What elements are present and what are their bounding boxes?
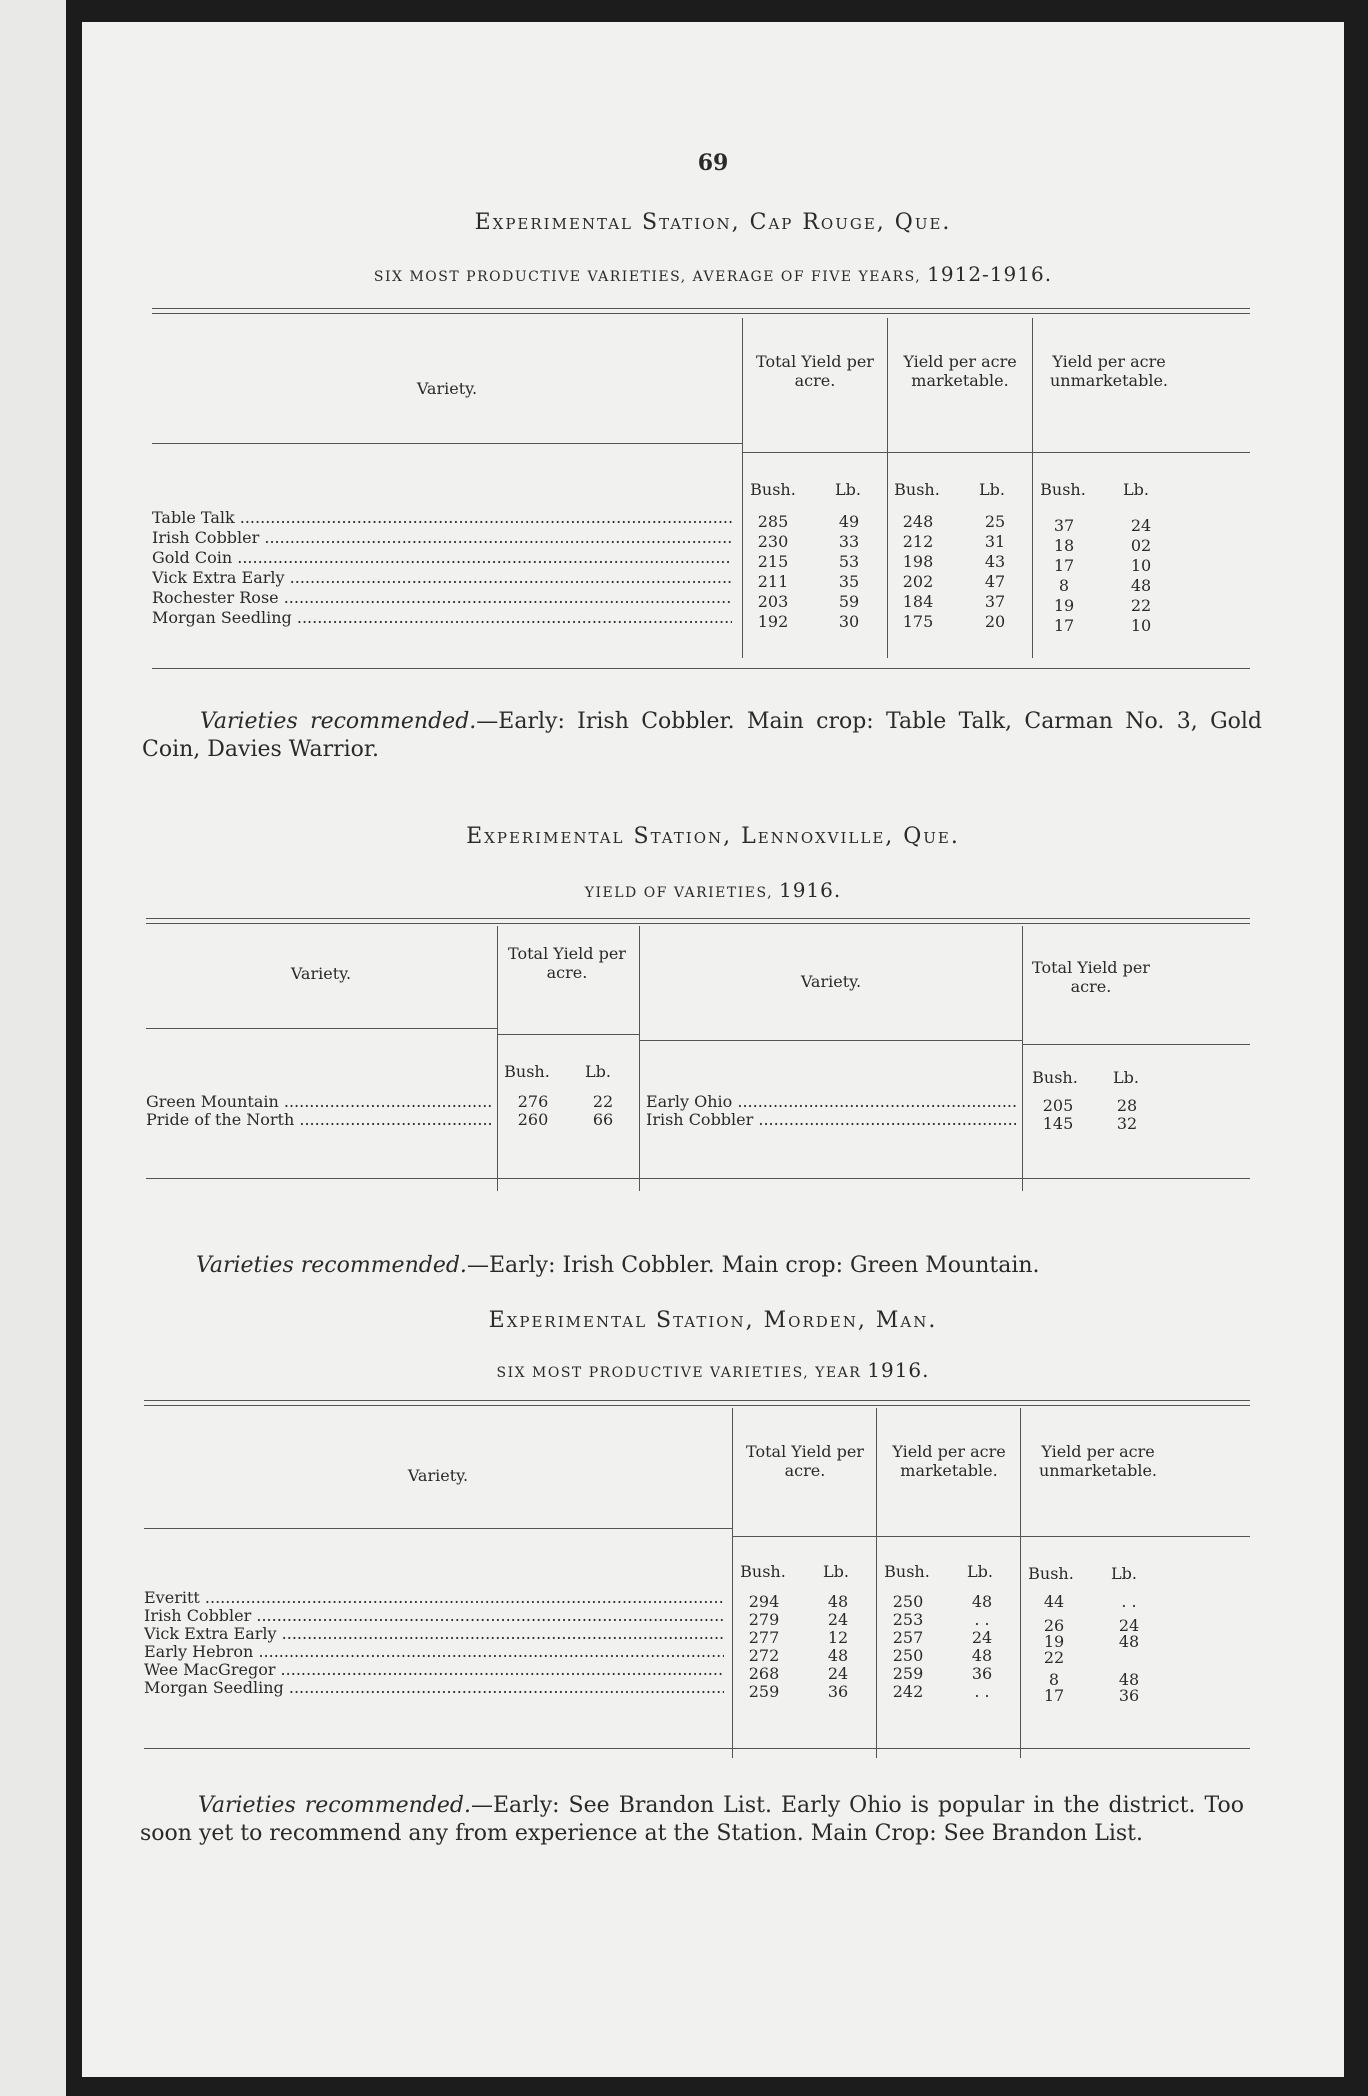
cell: 17 [1053, 616, 1075, 635]
recommendation-lennoxville [142, 1252, 1262, 1280]
unit-lb: Lb. [979, 480, 1005, 499]
variety-name: Irish Cobbler ..... [152, 528, 732, 548]
cell: 17 [1043, 1686, 1065, 1705]
cell: 48 [1118, 1632, 1140, 1651]
cell: 279 [748, 1610, 780, 1629]
document-page [82, 22, 1344, 2077]
unit-bush: Bush. [1028, 1564, 1074, 1583]
cell: . . [1121, 1592, 1137, 1611]
section-heading-cap-rouge: Experimental Station, Cap Rouge, Que. [474, 210, 952, 235]
table-row [152, 508, 1250, 535]
variety-name: Vick Extra Early ..... [144, 1624, 724, 1644]
cell: . . [974, 1610, 990, 1629]
table-row [144, 1642, 1250, 1667]
header-total-yield: Total Yield per acre. [746, 1442, 864, 1480]
variety-name: Irish Cobbler ..... [144, 1606, 724, 1626]
cell: 8 [1048, 1670, 1060, 1689]
table-top-rule [144, 1400, 1250, 1406]
header-total-yield: Total Yield per acre. [1032, 958, 1150, 996]
cell: 24 [827, 1610, 849, 1629]
cell: 277 [748, 1628, 780, 1647]
cell: 253 [892, 1610, 924, 1629]
unit-bush: Bush. [884, 1562, 930, 1581]
cell: 205 [1042, 1096, 1074, 1115]
cell: 43 [984, 552, 1006, 571]
column-divider [876, 1408, 877, 1758]
unit-lb: Lb. [823, 1562, 849, 1581]
table-row [144, 1624, 1250, 1651]
unit-lb: Lb. [1113, 1068, 1139, 1087]
unit-lb: Lb. [835, 480, 861, 499]
header-rule [152, 443, 742, 444]
cell: 19 [1043, 1632, 1065, 1651]
header-rule [639, 1040, 1022, 1041]
table-top-rule [146, 918, 1250, 924]
cell: 59 [838, 592, 860, 611]
cell: . . [974, 1682, 990, 1701]
cell: 18 [1053, 536, 1075, 555]
cell: 22 [592, 1092, 614, 1111]
cell: 53 [838, 552, 860, 571]
cell: 48 [827, 1592, 849, 1611]
cell: 285 [757, 512, 789, 531]
table-row [144, 1588, 1250, 1611]
table-row [146, 1110, 1250, 1133]
cell: 211 [757, 572, 789, 591]
table-top-rule [152, 308, 1250, 314]
cell: 37 [984, 592, 1006, 611]
header-total-yield: Total Yield per acre. [508, 944, 626, 982]
cell: 198 [902, 552, 934, 571]
variety-name: Table Talk ..... [152, 508, 732, 528]
variety-name: Morgan Seedling ..... [152, 608, 732, 628]
unit-bush: Bush. [504, 1062, 550, 1081]
column-divider [1022, 926, 1023, 1191]
header-total-yield: Total Yield per acre. [756, 352, 874, 390]
cell: 22 [1043, 1648, 1065, 1667]
cell: 28 [1116, 1096, 1138, 1115]
header-marketable: Yield per acre marketable. [892, 1442, 1006, 1480]
header-rule [743, 452, 1250, 453]
recommend-text: —Early: Irish Cobbler. Main crop: Green Mountain. [466, 1253, 1040, 1278]
cell: 10 [1130, 616, 1152, 635]
cell: 184 [902, 592, 934, 611]
cell: 272 [748, 1646, 780, 1665]
recommend-label: Varieties recommended. [200, 709, 477, 734]
adjacent-page-edge [0, 0, 66, 2096]
cell: 10 [1130, 556, 1152, 575]
cell: 250 [892, 1592, 924, 1611]
cell: 259 [748, 1682, 780, 1701]
variety-name: Rochester Rose ..... [152, 588, 732, 608]
subtitle-year: 1916. [778, 878, 842, 902]
cell: 24 [827, 1664, 849, 1683]
cell: 192 [757, 612, 789, 631]
column-divider [497, 926, 498, 1191]
cell: 36 [1118, 1686, 1140, 1705]
column-divider [732, 1408, 733, 1758]
column-divider [639, 926, 640, 1191]
header-rule [1022, 1044, 1250, 1045]
table-row [152, 528, 1250, 555]
cell: 257 [892, 1628, 924, 1647]
unit-bush: Bush. [740, 1562, 786, 1581]
variety-name: Early Ohio ..... [646, 1092, 1016, 1112]
cell: 215 [757, 552, 789, 571]
cell: 48 [827, 1646, 849, 1665]
header-variety: Variety. [407, 1466, 469, 1485]
cell: 36 [827, 1682, 849, 1701]
table-row [152, 608, 1250, 635]
cell: 47 [984, 572, 1006, 591]
table-bottom-rule [146, 1178, 1250, 1179]
cell: 203 [757, 592, 789, 611]
cell: 19 [1053, 596, 1075, 615]
cell: 48 [1118, 1670, 1140, 1689]
cell: 36 [971, 1664, 993, 1683]
cell: 48 [971, 1592, 993, 1611]
header-variety: Variety. [800, 972, 862, 991]
cell: 145 [1042, 1114, 1074, 1133]
cell: 294 [748, 1592, 780, 1611]
unit-lb: Lb. [1123, 480, 1149, 499]
cell: 202 [902, 572, 934, 591]
cell: 175 [902, 612, 934, 631]
cell: 212 [902, 532, 934, 551]
cell: 8 [1058, 576, 1070, 595]
table-row [146, 1092, 1250, 1115]
cell: 17 [1053, 556, 1075, 575]
section-heading-morden: Experimental Station, Morden, Man. [488, 1308, 938, 1333]
table-row [152, 548, 1250, 575]
cell: 49 [838, 512, 860, 531]
variety-name: Wee MacGregor ..... [144, 1660, 724, 1680]
subtitle-text: YIELD OF VARIETIES, [584, 885, 774, 901]
variety-name: Everitt ..... [144, 1588, 724, 1608]
cell: 33 [838, 532, 860, 551]
variety-name: Vick Extra Early ..... [152, 568, 732, 588]
table-bottom-rule [152, 668, 1250, 669]
header-rule [732, 1536, 1250, 1537]
cell: 37 [1053, 516, 1075, 535]
cell: 248 [902, 512, 934, 531]
cell: 20 [984, 612, 1006, 631]
cell: 250 [892, 1646, 924, 1665]
header-unmarketable: Yield per acre unmarketable. [1038, 1442, 1157, 1480]
cell: 24 [971, 1628, 993, 1647]
variety-name: Gold Coin ..... [152, 548, 732, 568]
header-rule [144, 1528, 732, 1529]
variety-name: Morgan Seedling ..... [144, 1678, 724, 1698]
header-rule [146, 1028, 497, 1029]
header-marketable: Yield per acre marketable. [903, 352, 1017, 390]
variety-name: Early Hebron ..... [144, 1642, 724, 1662]
unit-bush: Bush. [1032, 1068, 1078, 1087]
recommend-label: Varieties recommended. [196, 1253, 467, 1278]
cell: 02 [1130, 536, 1152, 555]
cell: 230 [757, 532, 789, 551]
recommend-text: —Early: Irish Cobbler. Main crop: Table Talk, Carman No. 3, Gold Coin, Davies Warrior. [142, 709, 1263, 762]
table-bottom-rule [144, 1748, 1250, 1749]
variety-name: Green Mountain ..... [146, 1092, 491, 1112]
cell: 24 [1118, 1616, 1140, 1635]
unit-bush: Bush. [750, 480, 796, 499]
cell: 24 [1130, 516, 1152, 535]
section-subtitle-lennoxville [82, 878, 1344, 902]
unit-bush: Bush. [894, 480, 940, 499]
unit-bush: Bush. [1040, 480, 1086, 499]
recommendation-cap-rouge [142, 708, 1262, 764]
table-row [144, 1678, 1250, 1705]
subtitle-year: 1912-1916. [927, 262, 1053, 286]
cell: 26 [1043, 1616, 1065, 1635]
unit-lb: Lb. [967, 1562, 993, 1581]
cell: 260 [517, 1110, 549, 1129]
table-row [152, 568, 1250, 595]
cell: 12 [827, 1628, 849, 1647]
subtitle-year: 1916. [867, 1358, 930, 1382]
cell: 44 [1043, 1592, 1065, 1611]
cell: 276 [517, 1092, 549, 1111]
cell: 259 [892, 1664, 924, 1683]
cell: 22 [1130, 596, 1152, 615]
cell: 48 [971, 1646, 993, 1665]
cell: 35 [838, 572, 860, 591]
recommendation-morden [140, 1792, 1244, 1848]
cell: 30 [838, 612, 860, 631]
cell: 31 [984, 532, 1006, 551]
subtitle-text: SIX MOST PRODUCTIVE VARIETIES, YEAR [496, 1365, 862, 1381]
section-heading-lennoxville: Experimental Station, Lennoxville, Que. [466, 824, 960, 849]
header-variety: Variety. [290, 964, 352, 983]
table-row [152, 588, 1250, 615]
subtitle-text: SIX MOST PRODUCTIVE VARIETIES, AVERAGE OF FIVE YEARS, [373, 269, 922, 285]
cell: 268 [748, 1664, 780, 1683]
cell: 25 [984, 512, 1006, 531]
header-unmarketable: Yield per acre unmarketable. [1049, 352, 1168, 390]
column-divider [1020, 1408, 1021, 1758]
cell: 48 [1130, 576, 1152, 595]
recommend-text: —Early: See Brandon List. Early Ohio is popular in the district. Too soon yet to recommend any from experience at the Station. Main Crop: See Brandon List. [140, 1793, 1244, 1846]
recommend-label: Varieties recommended. [198, 1793, 471, 1818]
unit-lb: Lb. [1111, 1564, 1137, 1583]
cell: 66 [592, 1110, 614, 1129]
unit-lb: Lb. [585, 1062, 611, 1081]
cell: 242 [892, 1682, 924, 1701]
page-number: 69 [697, 150, 729, 176]
section-subtitle-cap-rouge [82, 262, 1344, 286]
section-subtitle-morden [82, 1358, 1344, 1382]
variety-name: Pride of the North ..... [146, 1110, 491, 1130]
header-variety: Variety. [416, 379, 478, 398]
cell: 32 [1116, 1114, 1138, 1133]
header-rule [497, 1034, 639, 1035]
variety-name: Irish Cobbler ..... [646, 1110, 1016, 1130]
